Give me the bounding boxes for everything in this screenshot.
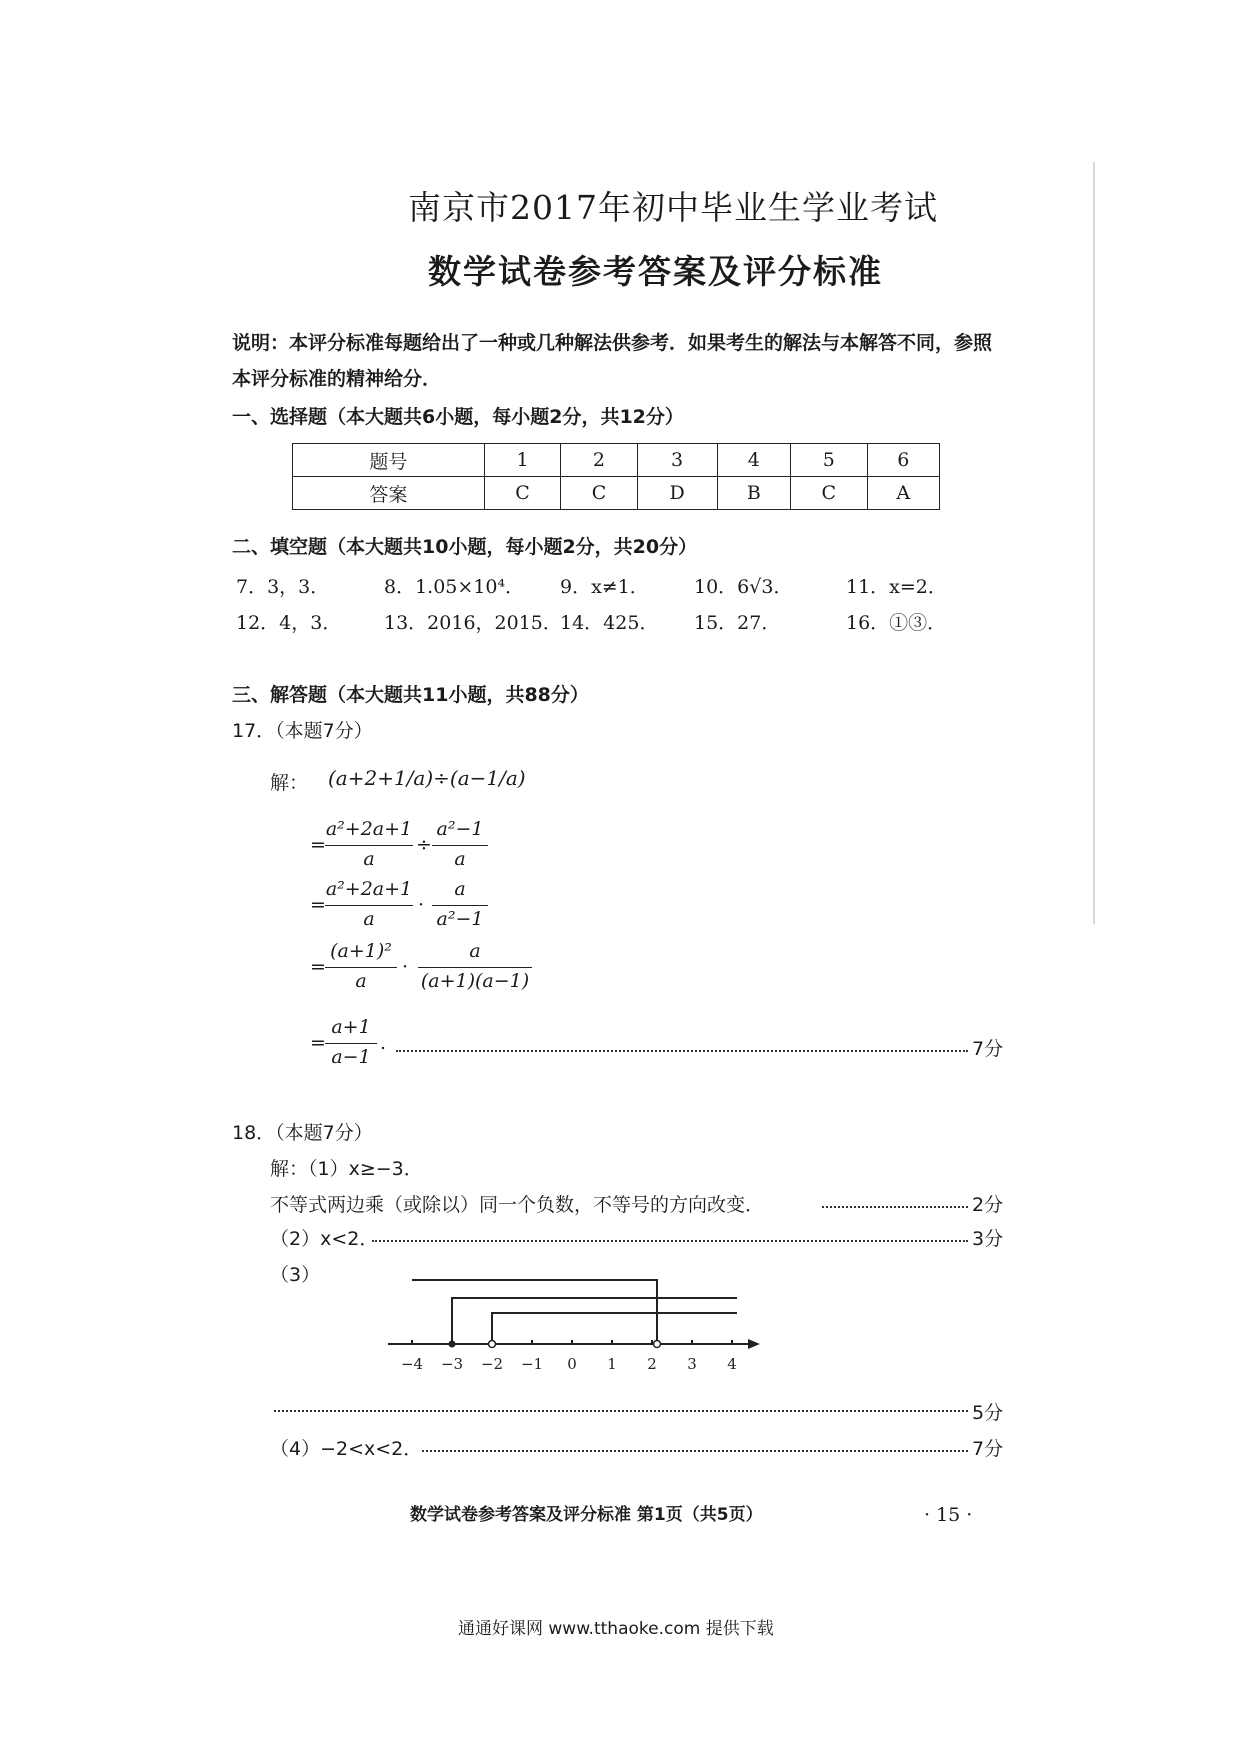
equals-sign: = [310,894,326,916]
fraction-bar [432,845,488,846]
q17-score: 7分 [972,1038,1004,1060]
open-point-neg2 [489,1341,496,1348]
axis-tick-label: −1 [520,1355,544,1373]
multiply-dot: · [418,894,425,916]
table-header-cell: 答案 [293,477,485,510]
fill-answer-14: 14．425． [560,612,659,634]
multiply-dot: · [402,956,409,978]
table-cell: 4 [717,444,791,477]
fraction-numerator: (a+1)² [330,940,392,962]
page-number: · 15 · [924,1504,973,1526]
fraction-numerator: a²+2a+1 [325,878,413,900]
table-cell: 1 [484,444,560,477]
table-cell: 3 [637,444,717,477]
fraction-denominator: a [363,908,375,930]
fraction-denominator: (a+1)(a−1) [420,970,530,992]
fraction-numerator: a [454,878,466,900]
number-line-diagram [380,1268,770,1380]
fraction-denominator: a²−1 [436,908,484,930]
fraction-bar [325,967,397,968]
fill-answer-16: 16．①③． [846,612,947,634]
score-leader-dots [372,1240,968,1242]
fill-answer-9: 9．x≠1． [560,576,649,598]
table-cell: C [484,477,560,510]
solution-bracket-x-gt-neg2 [492,1313,737,1344]
fill-answer-15: 15．27． [694,612,781,634]
axis-tick-label: 1 [607,1355,617,1373]
fill-answer-7: 7．3，3． [236,576,330,598]
equals-sign: = [310,956,326,978]
axis-tick-label: −3 [440,1355,464,1373]
open-point-2 [654,1341,661,1348]
axis-tick-label: −4 [400,1355,424,1373]
q18-part3: （3） [270,1264,321,1286]
fraction-bar [418,967,532,968]
choice-answer-table [292,443,940,510]
fill-answer-11: 11．x=2． [846,576,947,598]
q18-reason-score: 2分 [972,1194,1004,1216]
exam-title: 南京市2017年初中毕业生学业考试 [408,188,938,227]
solution-bracket-x-ge-neg3 [452,1298,737,1344]
score-leader-dots [822,1206,968,1208]
note-line-2: 本评分标准的精神给分． [232,368,442,390]
fraction-bar [325,1043,377,1044]
axis-tick-label: −2 [480,1355,504,1373]
fill-answer-13: 13．2016，2015． [384,612,562,634]
section-3-heading: 三、解答题（本大题共11小题，共88分） [232,684,589,706]
fraction-numerator: a+1 [331,1016,371,1038]
table-row [293,444,940,477]
divide-sign: ÷ [416,834,432,856]
axis-arrow-icon [748,1339,760,1349]
score-leader-dots [274,1410,968,1412]
axis-tick-label: 2 [647,1355,657,1373]
page-info: 数学试卷参考答案及评分标准 第1页（共5页） [410,1505,763,1525]
equals-sign: = [310,1032,326,1054]
table-cell: B [717,477,791,510]
fraction-denominator: a−1 [331,1046,371,1068]
score-leader-dots [422,1450,968,1452]
table-cell: 6 [867,444,939,477]
comma: . [380,1032,387,1054]
source-credit: 通通好课网 www.tthaoke.com 提供下载 [458,1619,774,1639]
fraction-numerator: a²−1 [436,818,484,840]
score-leader-dots [396,1050,968,1052]
exam-subtitle: 数学试卷参考答案及评分标准 [428,252,883,291]
q17-expression: (a+2+1/a)÷(a−1/a) [328,766,526,790]
axis-tick-label: 4 [727,1355,737,1373]
fraction-denominator: a [355,970,367,992]
table-cell: 5 [791,444,867,477]
q18-part2-score: 3分 [972,1228,1004,1250]
table-cell: C [791,477,867,510]
fraction-bar [325,845,413,846]
section-2-heading: 二、填空题（本大题共10小题，每小题2分，共20分） [232,536,698,558]
fraction-numerator: a [469,940,481,962]
q18-reason: 不等式两边乘（或除以）同一个负数，不等号的方向改变． [270,1194,765,1216]
q18-part3-score: 5分 [972,1402,1004,1424]
fill-answer-10: 10．6√3． [694,576,793,598]
fraction-bar [432,905,488,906]
q18-part1: 解：（1）x≥−3． [270,1158,423,1180]
q17-solve-label: 解： [270,772,309,794]
table-cell: 2 [561,444,637,477]
table-cell: A [867,477,939,510]
equals-sign: = [310,834,326,856]
q18-part2: （2）x<2． [270,1228,379,1250]
note-line-1: 说明：本评分标准每题给出了一种或几种解法供参考．如果考生的解法与本解答不同，参照 [232,332,993,354]
table-cell: D [637,477,717,510]
axis-tick-label: 0 [567,1355,577,1373]
fraction-numerator: a²+2a+1 [325,818,413,840]
q18-part4: （4）−2<x<2． [270,1438,423,1460]
axis-tick-label: 3 [687,1355,697,1373]
table-cell: C [561,477,637,510]
q18-part4-score: 7分 [972,1438,1004,1460]
q17-label: 17．（本题7分） [232,720,373,742]
fraction-denominator: a [363,848,375,870]
table-row [293,477,940,510]
fraction-denominator: a [454,848,466,870]
fill-answer-12: 12．4，3． [236,612,342,634]
closed-point-neg3 [449,1341,456,1348]
table-header-cell: 题号 [293,444,485,477]
scan-edge-line [1093,162,1095,924]
section-1-heading: 一、选择题（本大题共6小题，每小题2分，共12分） [232,406,684,428]
q18-label: 18．（本题7分） [232,1122,373,1144]
fraction-bar [325,905,413,906]
fill-answer-8: 8．1.05×10⁴． [384,576,525,598]
